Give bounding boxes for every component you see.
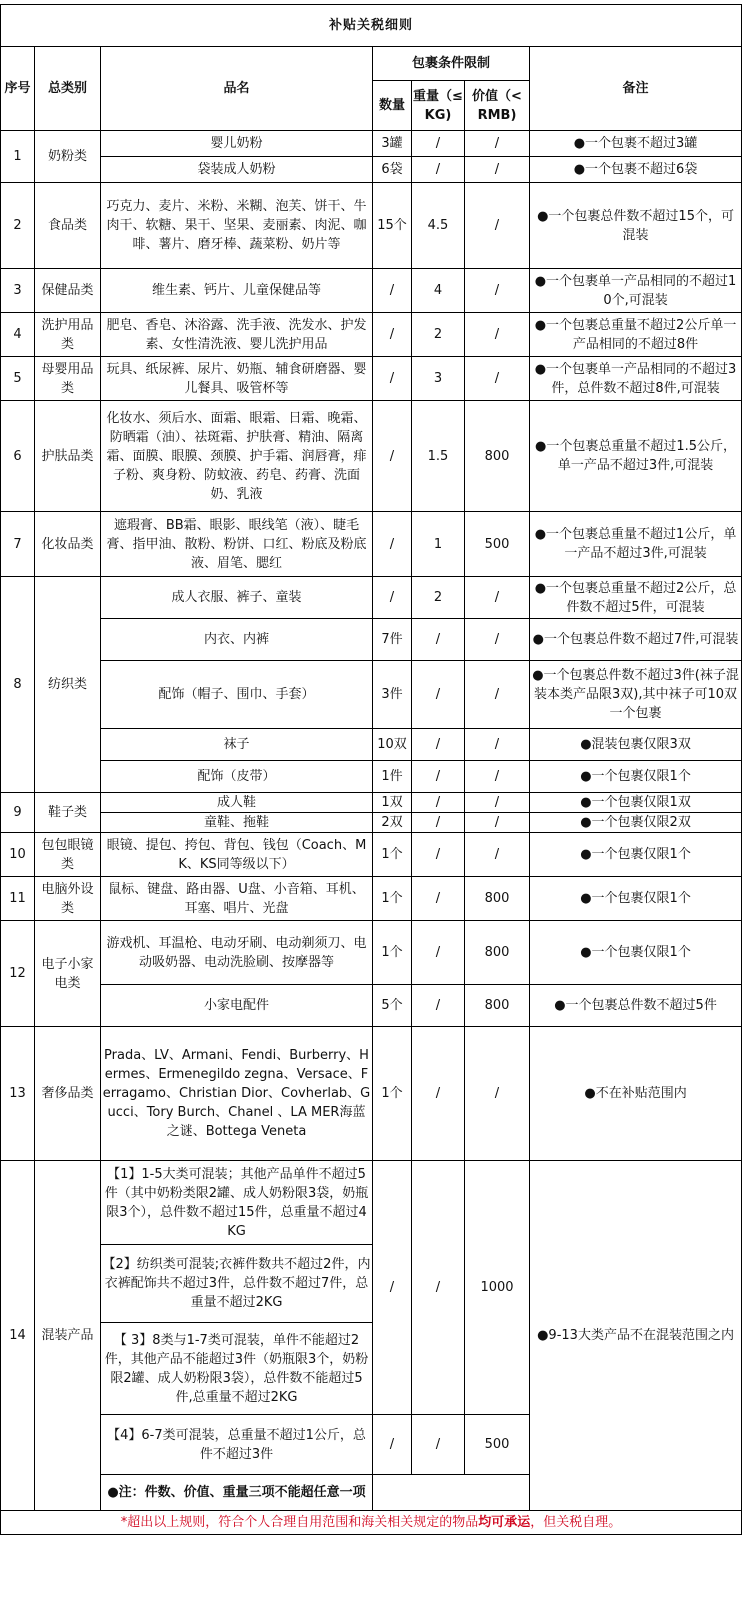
- product-names: Prada、LV、Armani、Fendi、Burberry、Hermes、Ermenegildo zegna、Versace、Ferragamo、Christian Dior、Covherlab、Gucci、Tory Burch、Chanel 、LA MER海蓝之谜、Bottega Veneta: [101, 1027, 373, 1161]
- row-seq: 12: [1, 921, 35, 1027]
- table-row: [1, 793, 742, 813]
- mixed-rule: 【1】1-5大类可混装；其他产品单件不超过5件（其中奶粉类限2罐、成人奶粉限3袋，奶瓶限3个），总件数不超过15件，总重量不超过4KG: [101, 1161, 373, 1245]
- mixed-footnote: ●注：件数、价值、重量三项不能超任意一项: [101, 1475, 373, 1511]
- row-category: 母婴用品类: [35, 357, 101, 401]
- limit-qty: /: [373, 313, 412, 357]
- row-seq: 14: [1, 1161, 35, 1511]
- product-names: 玩具、纸尿裤、尿片、奶瓶、辅食研磨器、婴儿餐具、吸管杯等: [101, 357, 373, 401]
- limit-value: 800: [465, 877, 530, 921]
- product-names: 鼠标、键盘、路由器、U盘、小音箱、耳机、耳塞、唱片、光盘: [101, 877, 373, 921]
- row-seq: 8: [1, 577, 35, 793]
- row-category: 纺织类: [35, 577, 101, 793]
- row-note: ●一个包裹总件数不超过5件: [530, 985, 742, 1027]
- row-seq: 1: [1, 131, 35, 183]
- limit-qty: 15个: [373, 183, 412, 269]
- limit-value: /: [465, 729, 530, 761]
- limit-weight: /: [412, 619, 465, 661]
- limit-empty: [373, 1475, 530, 1511]
- row-seq: 6: [1, 401, 35, 512]
- warning-prefix: *超出以上规则，符合个人合理自用范围和海关相关规定的物品: [120, 1515, 479, 1530]
- row-note: ●一个包裹仅限1个: [530, 877, 742, 921]
- row-note: ●一个包裹总重量不超过1.5公斤，单一产品不超过3件,可混装: [530, 401, 742, 512]
- row-seq: 10: [1, 833, 35, 877]
- limit-value: /: [465, 793, 530, 813]
- limit-weight: /: [412, 157, 465, 183]
- product-names: 袋装成人奶粉: [101, 157, 373, 183]
- limit-qty: 1个: [373, 1027, 412, 1161]
- limit-weight: 2: [412, 577, 465, 619]
- row-note: ●一个包裹总件数不超过3件(袜子混装本类产品限3双),其中袜子可10双一个包裹: [530, 661, 742, 729]
- product-names: 小家电配件: [101, 985, 373, 1027]
- table-row: [1, 619, 742, 661]
- row-note: ●一个包裹总重量不超过1公斤，单一产品不超过3件,可混装: [530, 512, 742, 577]
- table-row: [1, 512, 742, 577]
- header-weight: 重量（≤KG): [412, 81, 465, 131]
- product-names: 遮瑕膏、BB霜、眼影、眼线笔（液）、睫毛膏、指甲油、散粉、粉饼、口红、粉底及粉底液、眉笔、腮红: [101, 512, 373, 577]
- limit-value: /: [465, 313, 530, 357]
- row-category: 化妆品类: [35, 512, 101, 577]
- table-row: [1, 813, 742, 833]
- table-row: [1, 729, 742, 761]
- limit-weight: 1.5: [412, 401, 465, 512]
- table-row: [1, 985, 742, 1027]
- limit-qty: 10双: [373, 729, 412, 761]
- subsidy-tariff-rules-sheet: [0, 4, 741, 1588]
- row-category: 奶粉类: [35, 131, 101, 183]
- table-row: [1, 357, 742, 401]
- row-category: 护肤品类: [35, 401, 101, 512]
- limit-value: 800: [465, 985, 530, 1027]
- table-row: [1, 661, 742, 729]
- row-category: 包包眼镜类: [35, 833, 101, 877]
- table-row: [1, 183, 742, 269]
- limit-value: /: [465, 761, 530, 793]
- limit-weight: /: [412, 661, 465, 729]
- limit-qty: /: [373, 1161, 412, 1415]
- product-names: 巧克力、麦片、米粉、米糊、泡芙、饼干、牛肉干、软糖、果干、坚果、麦丽素、肉泥、咖啡、薯片、磨牙棒、蔬菜粉、奶片等: [101, 183, 373, 269]
- row-note: ●一个包裹总件数不超过15个，可混装: [530, 183, 742, 269]
- row-category: 电脑外设类: [35, 877, 101, 921]
- header-seq: 序号: [1, 47, 35, 131]
- limit-qty: 1个: [373, 833, 412, 877]
- page-title: 补贴关税细则: [1, 5, 742, 47]
- table-row: [1, 313, 742, 357]
- table-row: [1, 761, 742, 793]
- table-row: [1, 877, 742, 921]
- product-names: 成人鞋: [101, 793, 373, 813]
- header-category: 总类别: [35, 47, 101, 131]
- limit-weight: 1: [412, 512, 465, 577]
- table-row: [1, 921, 742, 985]
- header-value: 价值（< RMB): [465, 81, 530, 131]
- limit-value: /: [465, 357, 530, 401]
- limit-qty: 1个: [373, 921, 412, 985]
- row-seq: 9: [1, 793, 35, 833]
- row-category: 洗护用品类: [35, 313, 101, 357]
- table-row: [1, 577, 742, 619]
- limit-qty: 7件: [373, 619, 412, 661]
- limit-qty: 1件: [373, 761, 412, 793]
- row-seq: 2: [1, 183, 35, 269]
- product-names: 眼镜、提包、挎包、背包、钱包（Coach、MK、KS同等级以下）: [101, 833, 373, 877]
- limit-qty: /: [373, 577, 412, 619]
- limit-qty: 3罐: [373, 131, 412, 157]
- limit-value: /: [465, 131, 530, 157]
- limit-qty: 5个: [373, 985, 412, 1027]
- limit-value: /: [465, 269, 530, 313]
- table-row: [1, 833, 742, 877]
- limit-qty: 2双: [373, 813, 412, 833]
- mixed-rule: 【2】纺织类可混装;衣裤件数共不超过2件，内衣裤配饰共不超过3件，总件数不超过7件，总重量不超过2KG: [101, 1245, 373, 1323]
- limit-weight: /: [412, 921, 465, 985]
- warning-row: [1, 1511, 742, 1535]
- product-names: 成人衣服、裤子、童装: [101, 577, 373, 619]
- header-note: 备注: [530, 47, 742, 131]
- row-note: ●不在补贴范围内: [530, 1027, 742, 1161]
- limit-weight: /: [412, 793, 465, 813]
- limit-weight: 4: [412, 269, 465, 313]
- row-category: 鞋子类: [35, 793, 101, 833]
- limit-value: 1000: [465, 1161, 530, 1415]
- mixed-rule: 【4】6-7类可混装，总重量不超过1公斤，总件不超过3件: [101, 1415, 373, 1475]
- warning-suffix: ，但关税自理。: [530, 1515, 622, 1530]
- limit-value: /: [465, 183, 530, 269]
- product-names: 游戏机、耳温枪、电动牙刷、电动剃须刀、电动吸奶器、电动洗脸刷、按摩器等: [101, 921, 373, 985]
- limit-weight: /: [412, 761, 465, 793]
- limit-weight: 2: [412, 313, 465, 357]
- header-limits-group: 包裹条件限制: [373, 47, 530, 81]
- row-note: ●一个包裹仅限1双: [530, 793, 742, 813]
- limit-qty: 1个: [373, 877, 412, 921]
- limit-qty: /: [373, 269, 412, 313]
- limit-qty: /: [373, 401, 412, 512]
- limit-weight: /: [412, 1415, 465, 1475]
- limit-qty: /: [373, 512, 412, 577]
- limit-value: /: [465, 661, 530, 729]
- limit-qty: /: [373, 357, 412, 401]
- row-seq: 4: [1, 313, 35, 357]
- limit-value: 800: [465, 921, 530, 985]
- limit-value: /: [465, 577, 530, 619]
- row-seq: 3: [1, 269, 35, 313]
- row-seq: 7: [1, 512, 35, 577]
- limit-value: 800: [465, 401, 530, 512]
- product-names: 袜子: [101, 729, 373, 761]
- row-note: ●一个包裹不超过6袋: [530, 157, 742, 183]
- table-row: [1, 269, 742, 313]
- table-row: [1, 131, 742, 157]
- limit-qty: 1双: [373, 793, 412, 813]
- table-row: [1, 401, 742, 512]
- row-category: 保健品类: [35, 269, 101, 313]
- product-names: 配饰（皮带）: [101, 761, 373, 793]
- product-names: 肥皂、香皂、沐浴露、洗手液、洗发水、护发素、女性清洗液、婴儿洗护用品: [101, 313, 373, 357]
- limit-weight: /: [412, 729, 465, 761]
- limit-qty: 6袋: [373, 157, 412, 183]
- row-note: ●一个包裹不超过3罐: [530, 131, 742, 157]
- row-note: ●一个包裹仅限1个: [530, 921, 742, 985]
- limit-value: /: [465, 813, 530, 833]
- row-category: 混装产品: [35, 1161, 101, 1511]
- limit-weight: 4.5: [412, 183, 465, 269]
- table-row: [1, 1027, 742, 1161]
- limit-weight: /: [412, 877, 465, 921]
- mixed-rule: 【 3】8类与1-7类可混装，单件不能超过2件，其他产品不能超过3件（奶瓶限3个，奶粉限2罐、成人奶粉限3袋），总件数不能超过5件,总重量不超过2KG: [101, 1323, 373, 1415]
- row-seq: 11: [1, 877, 35, 921]
- limit-value: /: [465, 833, 530, 877]
- row-category: 食品类: [35, 183, 101, 269]
- row-seq: 5: [1, 357, 35, 401]
- product-names: 内衣、内裤: [101, 619, 373, 661]
- rules-table: [0, 4, 742, 1535]
- table-row: [1, 157, 742, 183]
- limit-weight: /: [412, 131, 465, 157]
- limit-weight: /: [412, 1027, 465, 1161]
- row-note: ●一个包裹单一产品相同的不超过10个,可混装: [530, 269, 742, 313]
- limit-value: 500: [465, 512, 530, 577]
- row-note: ●混装包裹仅限3双: [530, 729, 742, 761]
- header-qty: 数量: [373, 81, 412, 131]
- row-note: ●一个包裹总重量不超过2公斤，总件数不超过5件，可混装: [530, 577, 742, 619]
- row-note: ●一个包裹单一产品相同的不超过3件，总件数不超过8件,可混装: [530, 357, 742, 401]
- row-seq: 13: [1, 1027, 35, 1161]
- limit-value: 500: [465, 1415, 530, 1475]
- row-note: ●一个包裹仅限1个: [530, 833, 742, 877]
- product-names: 婴儿奶粉: [101, 131, 373, 157]
- row-note: ●9-13大类产品不在混装范围之内: [530, 1161, 742, 1511]
- limit-weight: /: [412, 813, 465, 833]
- header-product: 品名: [101, 47, 373, 131]
- row-note: ●一个包裹总件数不超过7件,可混装: [530, 619, 742, 661]
- row-category: 奢侈品类: [35, 1027, 101, 1161]
- limit-value: /: [465, 619, 530, 661]
- product-names: 配饰（帽子、围巾、手套）: [101, 661, 373, 729]
- warning-emphasis: 均可承运: [478, 1515, 531, 1530]
- warning-text: [1, 1511, 742, 1535]
- row-note: ●一个包裹总重量不超过2公斤单一产品相同的不超过8件: [530, 313, 742, 357]
- limit-value: /: [465, 157, 530, 183]
- table-row: [1, 1161, 742, 1245]
- limit-weight: /: [412, 833, 465, 877]
- product-names: 维生素、钙片、儿童保健品等: [101, 269, 373, 313]
- limit-value: /: [465, 1027, 530, 1161]
- limit-qty: 3件: [373, 661, 412, 729]
- limit-weight: /: [412, 1161, 465, 1415]
- product-names: 化妆水、须后水、面霜、眼霜、日霜、晚霜、防晒霜（油）、祛斑霜、护肤膏、精油、隔离霜、面膜、眼膜、颈膜、护手霜、润唇膏，痱子粉、爽身粉、防蚊液、药皂、药膏、洗面奶、乳液: [101, 401, 373, 512]
- limit-weight: /: [412, 985, 465, 1027]
- row-note: ●一个包裹仅限2双: [530, 813, 742, 833]
- limit-qty: /: [373, 1415, 412, 1475]
- product-names: 童鞋、拖鞋: [101, 813, 373, 833]
- limit-weight: 3: [412, 357, 465, 401]
- row-note: ●一个包裹仅限1个: [530, 761, 742, 793]
- row-category: 电子小家电类: [35, 921, 101, 1027]
